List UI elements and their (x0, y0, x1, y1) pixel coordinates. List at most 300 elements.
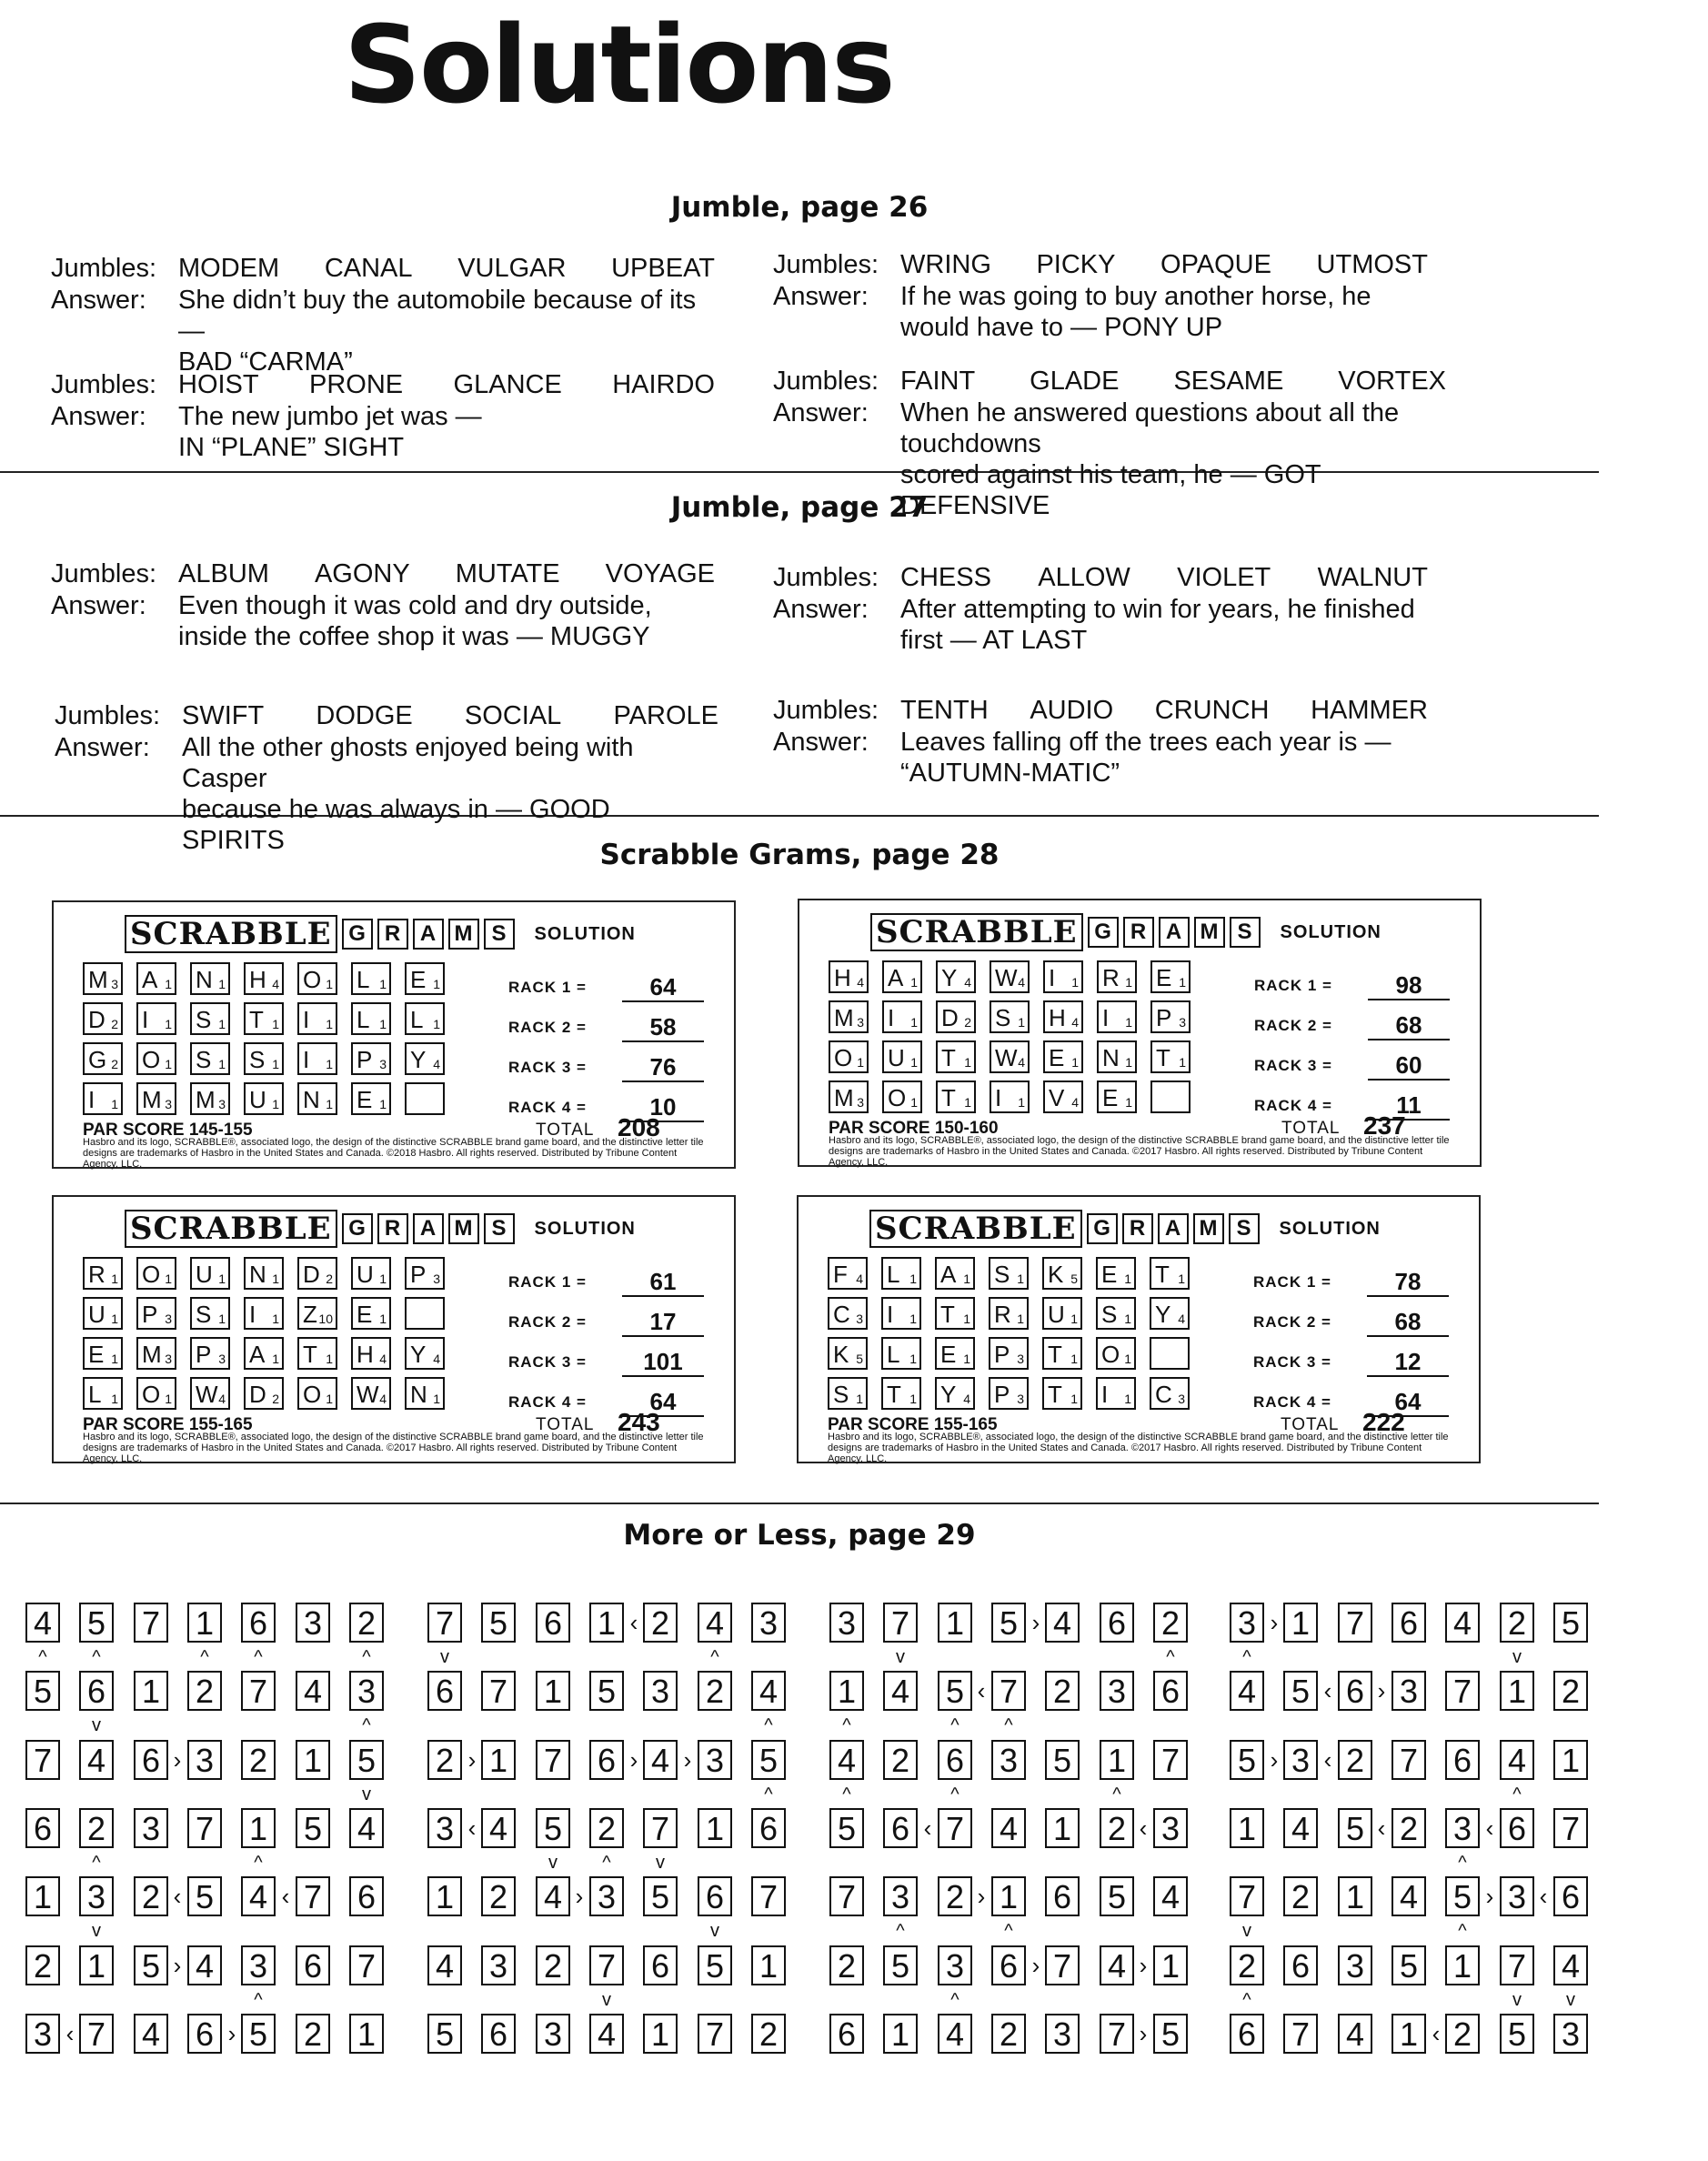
copyright-text: Hasbro and its logo, SCRABBLE®, associated logo, the design of the distinctive SCRABBLE brand game board, and the distinctive letter tile designs are trademarks of Hasbro in the United States and Canada. ©2017 Hasbro. All rights reserved. Distributed by Tribune Content Agency, LLC. (83, 1432, 704, 1464)
rack-score: 64 (622, 973, 704, 1002)
tile-letter: I (1101, 1381, 1109, 1408)
letter-tile (989, 1337, 1029, 1370)
grid-cell: 2 (1153, 1603, 1188, 1643)
jumble-answer (900, 727, 1428, 789)
jumble-word: GLADE (1030, 367, 1120, 396)
grid-cell: 5 (751, 1740, 786, 1780)
tile-letter: T (303, 1341, 317, 1368)
less-than-sign: ‹ (923, 1814, 932, 1842)
letter-tile (1150, 1377, 1190, 1410)
grid-cell: 7 (25, 1740, 60, 1780)
jumble-words-row (51, 253, 715, 284)
grid-cell: 6 (1100, 1603, 1134, 1643)
grid-cell: 7 (427, 1603, 462, 1643)
less-than-sign: ‹ (1139, 1814, 1148, 1842)
tile-letter: U (888, 1044, 905, 1071)
tile-value: 10 (318, 1312, 333, 1326)
letter-tile (297, 1377, 337, 1410)
letter-tile (351, 1082, 391, 1115)
tile-letter: A (940, 1261, 957, 1288)
grid-cell: 6 (991, 1945, 1026, 1985)
grid-cell: 1 (187, 1603, 222, 1643)
total-score: 237 (1363, 1111, 1406, 1140)
tile-value: 1 (272, 1352, 279, 1366)
tile-letter: N (1102, 1044, 1120, 1071)
gram-tile: S (484, 919, 515, 950)
tile-letter: Y (940, 1381, 957, 1408)
jumble-word: HAIRDO (612, 370, 715, 399)
tile-letter: L (357, 1006, 370, 1033)
tile-letter: M (834, 1004, 854, 1031)
letter-tile (405, 962, 445, 995)
letter-tile (136, 1042, 176, 1075)
grid-cell: 2 (187, 1671, 222, 1711)
grid-cell: 7 (829, 1876, 864, 1916)
jumble-word: VORTEX (1338, 367, 1446, 396)
grid-cell: 2 (134, 1876, 168, 1916)
grid-cell: 4 (25, 1603, 60, 1643)
tile-row (83, 962, 458, 1002)
grid-cell: 5 (241, 2014, 276, 2054)
grid-cell: 5 (1230, 1740, 1264, 1780)
rack-score: 12 (1367, 1348, 1449, 1377)
rack-score: 11 (1368, 1091, 1450, 1121)
jumble-answer-row (773, 727, 1428, 789)
caret-down-sign: v (710, 1921, 719, 1941)
rack-label: RACK 3 = (1253, 1353, 1331, 1371)
tile-letter: H (357, 1341, 374, 1368)
total-label: TOTAL (1281, 1415, 1340, 1434)
grid-cell: 6 (883, 1808, 918, 1848)
grid-cell: 5 (1338, 1808, 1372, 1848)
greater-than-sign: › (1139, 1952, 1148, 1979)
jumble-solution (773, 249, 1428, 343)
letter-tile (190, 1257, 230, 1290)
answer-label: Answer: (51, 591, 146, 620)
tile-row (829, 1080, 1204, 1121)
tile-letter: I (142, 1006, 149, 1033)
jumble-answer (178, 590, 715, 652)
grid-cell: 7 (1283, 2014, 1318, 2054)
greater-than-sign: › (173, 1952, 182, 1979)
tile-value: 1 (165, 1057, 172, 1071)
grid-cell: 7 (349, 1945, 384, 1985)
answer-line: The new jumbo jet was — (178, 402, 482, 431)
tile-letter: U (88, 1301, 105, 1328)
gram-tile: G (342, 1213, 373, 1244)
rack-row (508, 1257, 704, 1297)
letter-tile (1042, 1337, 1082, 1370)
rack-row (508, 1002, 704, 1042)
tile-value: 3 (379, 1057, 387, 1071)
grid-cell: 6 (427, 1671, 462, 1711)
tile-value: 1 (326, 977, 333, 991)
less-than-sign: ‹ (65, 2020, 75, 2047)
letter-tile (828, 1297, 868, 1330)
grid-cell: 6 (25, 1808, 60, 1848)
tile-letter: E (1102, 1084, 1119, 1111)
tile-value: 1 (1070, 1312, 1078, 1326)
letter-tile (297, 1337, 337, 1370)
caret-up-sign: ^ (254, 1990, 263, 2010)
letter-tile (1150, 1080, 1191, 1113)
rack-score: 68 (1367, 1308, 1449, 1337)
par-score: PAR SCORE 155-165 (828, 1415, 998, 1434)
tile-value: 1 (963, 1312, 970, 1326)
tile-letter: H (834, 964, 851, 991)
solution-label: SOLUTION (534, 1218, 636, 1239)
jumble-answer-row (51, 590, 715, 652)
tile-letter: T (1156, 1044, 1170, 1071)
letter-tile (297, 1002, 337, 1035)
tile-value: 1 (165, 1017, 172, 1031)
grid-cell: 5 (296, 1808, 330, 1848)
grid-cell: 7 (296, 1876, 330, 1916)
caret-up-sign: ^ (950, 1990, 959, 2010)
tile-letter: I (1049, 964, 1056, 991)
grid-cell: 3 (1283, 1740, 1318, 1780)
letter-tile (405, 1257, 445, 1290)
answer-line: All the other ghosts enjoyed being with Casper (182, 733, 634, 793)
jumble-answer (900, 281, 1428, 343)
letter-tile (936, 1040, 976, 1073)
gram-tile: G (1087, 1213, 1118, 1244)
tile-row (83, 1002, 458, 1042)
grid-cell: 1 (991, 1876, 1026, 1916)
tile-row (83, 1297, 458, 1337)
scrabble-logo: SCRABBLE (125, 915, 337, 953)
tile-letter: T (249, 1006, 264, 1033)
grid-cell: 6 (1553, 1876, 1588, 1916)
letter-tile (936, 1080, 976, 1113)
tile-value: 1 (218, 977, 226, 991)
rack-score: 10 (622, 1093, 704, 1122)
tile-value: 1 (910, 1095, 918, 1110)
letter-tile (1042, 1297, 1082, 1330)
letter-tile (244, 1257, 284, 1290)
answer-label: Answer: (773, 728, 869, 757)
tile-letter: S (196, 1006, 212, 1033)
grid-cell: 1 (427, 1876, 462, 1916)
greater-than-sign: › (683, 1746, 692, 1774)
grid-cell: 4 (991, 1808, 1026, 1848)
caret-up-sign: ^ (1458, 1921, 1467, 1941)
rack-score: 64 (622, 1388, 704, 1417)
grid-cell: 2 (25, 1945, 60, 1985)
tile-letter: T (941, 1044, 956, 1071)
tile-value: 4 (856, 1271, 863, 1286)
grid-cell: 7 (1100, 2014, 1134, 2054)
grid-cell: 3 (589, 1876, 624, 1916)
rack-label: RACK 4 = (508, 1099, 587, 1116)
grid-cell: 7 (1230, 1876, 1264, 1916)
grid-cell: 6 (536, 1603, 570, 1643)
tile-value: 1 (272, 1271, 279, 1286)
grid-cell: 4 (1338, 2014, 1372, 2054)
tile-grid (83, 1257, 458, 1417)
grid-cell: 3 (349, 1671, 384, 1711)
letter-tile (829, 1000, 869, 1033)
tile-letter: L (88, 1381, 102, 1408)
letter-tile (190, 1337, 230, 1370)
grid-cell: 4 (427, 1945, 462, 1985)
rack-label: RACK 2 = (508, 1019, 587, 1036)
grid-cell: 2 (643, 1603, 678, 1643)
letter-tile (297, 1297, 337, 1330)
tile-grid (829, 960, 1204, 1121)
tile-letter: N (410, 1381, 427, 1408)
grid-cell: 4 (134, 2014, 168, 2054)
letter-tile (1097, 1040, 1137, 1073)
jumbles-label: Jumbles: (773, 367, 879, 396)
grid-cell: 3 (296, 1603, 330, 1643)
tile-value: 1 (1124, 1271, 1131, 1286)
solution-label: SOLUTION (534, 923, 636, 944)
grid-cell: 6 (643, 1945, 678, 1985)
par-score: PAR SCORE 155-165 (83, 1415, 253, 1434)
letter-tile (136, 1082, 176, 1115)
jumble-words (900, 695, 1428, 726)
less-than-sign: ‹ (629, 1609, 638, 1636)
letter-tile (1150, 1337, 1190, 1370)
tile-value: 1 (1125, 1015, 1132, 1030)
tile-row (83, 1042, 458, 1082)
grid-cell: 5 (1445, 1876, 1480, 1916)
gram-tile: R (377, 919, 408, 950)
rack-label: RACK 1 = (508, 979, 587, 996)
jumble-words-row (773, 562, 1428, 593)
letter-tile (1096, 1297, 1136, 1330)
jumble-word: ALLOW (1038, 563, 1130, 592)
less-than-sign: ‹ (1485, 1814, 1494, 1842)
tile-value: 4 (857, 975, 864, 990)
tile-letter: P (994, 1381, 1010, 1408)
rack-row (508, 1377, 704, 1417)
grid-cell: 1 (829, 1671, 864, 1711)
jumble-solution (773, 562, 1428, 656)
letter-tile (405, 1042, 445, 1075)
jumble-answer-row (773, 594, 1428, 656)
answer-line: first — AT LAST (900, 626, 1088, 655)
grid-cell: 5 (1553, 1603, 1588, 1643)
tile-letter: Y (1155, 1301, 1171, 1328)
tile-letter: Y (410, 1341, 427, 1368)
grid-cell: 5 (79, 1603, 114, 1643)
less-than-sign: ‹ (1377, 1814, 1386, 1842)
grid-cell: 3 (1230, 1603, 1264, 1643)
tile-value: 1 (1071, 975, 1079, 990)
tile-letter: S (196, 1046, 212, 1073)
jumble-words-row (51, 558, 715, 589)
tile-value: 3 (1179, 1015, 1186, 1030)
jumble-answer-row (773, 281, 1428, 343)
tile-row (828, 1257, 1203, 1297)
tile-value: 3 (857, 1015, 864, 1030)
grid-cell: 1 (1045, 1808, 1080, 1848)
tile-value: 1 (1018, 1015, 1025, 1030)
less-than-sign: ‹ (1323, 1746, 1332, 1774)
grid-cell: 2 (1283, 1876, 1318, 1916)
tile-value: 1 (963, 1352, 970, 1366)
grid-cell: 6 (241, 1603, 276, 1643)
tile-value: 3 (1017, 1392, 1024, 1406)
letter-tile (83, 1082, 123, 1115)
scrabble-grams-solution (52, 1195, 736, 1463)
grid-cell: 2 (241, 1740, 276, 1780)
caret-up-sign: ^ (1004, 1715, 1013, 1735)
tile-value: 4 (1018, 1055, 1025, 1070)
tile-value: 3 (856, 1312, 863, 1326)
gram-tile: S (1230, 917, 1261, 948)
grid-cell: 7 (938, 1808, 972, 1848)
caret-up-sign: ^ (362, 1715, 371, 1735)
grid-cell: 6 (1153, 1671, 1188, 1711)
letter-tile (351, 1257, 391, 1290)
tile-value: 3 (1017, 1352, 1024, 1366)
jumble-word: PICKY (1036, 250, 1116, 279)
jumble-answer (900, 594, 1428, 656)
tile-letter: W (196, 1381, 218, 1408)
jumble-solution (773, 366, 1446, 521)
letter-tile (1150, 1297, 1190, 1330)
grid-cell: 2 (1338, 1740, 1372, 1780)
grid-cell: 2 (938, 1876, 972, 1916)
tile-letter: V (1049, 1084, 1065, 1111)
letter-tile (190, 1377, 230, 1410)
letter-tile (1097, 1000, 1137, 1033)
letter-tile (1042, 1377, 1082, 1410)
grid-cell: 4 (241, 1876, 276, 1916)
answer-line: IN “PLANE” SIGHT (178, 433, 405, 462)
tile-value: 2 (326, 1271, 333, 1286)
tile-value: 4 (433, 1352, 440, 1366)
jumble-word: CRUNCH (1154, 696, 1270, 725)
letter-tile (405, 1002, 445, 1035)
answer-line: inside the coffee shop it was — MUGGY (178, 622, 650, 651)
tile-value: 1 (963, 1271, 970, 1286)
letter-tile (1096, 1337, 1136, 1370)
gram-tile: A (413, 919, 444, 950)
scrabble-grams-solution (52, 900, 736, 1169)
tile-value: 1 (326, 1097, 333, 1111)
caret-down-sign: v (440, 1647, 449, 1667)
jumble-words (182, 700, 718, 731)
tile-letter: F (833, 1261, 848, 1288)
less-than-sign: ‹ (1539, 1883, 1548, 1910)
grid-cell: 2 (698, 1671, 732, 1711)
grid-cell: 1 (241, 1808, 276, 1848)
answer-label: Answer: (773, 398, 869, 427)
grid-cell: 7 (241, 1671, 276, 1711)
less-than-sign: ‹ (281, 1883, 290, 1910)
jumbles-label: Jumbles: (773, 250, 879, 279)
grid-cell: 6 (1283, 1945, 1318, 1985)
grid-cell: 1 (1230, 1808, 1264, 1848)
tile-value: 3 (165, 1097, 172, 1111)
rack-row (1254, 1040, 1450, 1080)
tile-value: 1 (111, 1312, 118, 1326)
grid-cell: 4 (938, 2014, 972, 2054)
tile-letter: K (1048, 1261, 1064, 1288)
tile-value: 3 (111, 977, 118, 991)
tile-value: 4 (964, 975, 971, 990)
tile-value: 4 (1178, 1312, 1185, 1326)
tile-row (829, 960, 1204, 1000)
rack-label: RACK 2 = (1253, 1313, 1331, 1331)
letter-tile (297, 962, 337, 995)
grid-cell: 4 (1153, 1876, 1188, 1916)
rack-row (1254, 960, 1450, 1000)
tile-value: 1 (379, 1017, 387, 1031)
greater-than-sign: › (227, 2020, 236, 2047)
grid-cell: 1 (1100, 1740, 1134, 1780)
solution-label: SOLUTION (1280, 921, 1381, 942)
grid-cell: 1 (25, 1876, 60, 1916)
jumble-word: DODGE (316, 701, 413, 730)
grid-cell: 4 (1553, 1945, 1588, 1985)
grid-cell: 4 (751, 1671, 786, 1711)
grid-cell: 5 (589, 1671, 624, 1711)
letter-tile (829, 1080, 869, 1113)
tile-letter: U (249, 1086, 266, 1113)
rack-label: RACK 4 = (1254, 1097, 1332, 1114)
letter-tile (244, 1337, 284, 1370)
grid-cell: 5 (1500, 2014, 1534, 2054)
jumble-answer (178, 285, 715, 377)
tile-value: 1 (856, 1392, 863, 1406)
letter-tile (990, 1000, 1030, 1033)
tile-letter: N (303, 1086, 320, 1113)
grid-cell: 4 (481, 1808, 516, 1848)
tile-value: 1 (165, 977, 172, 991)
tile-letter: T (941, 1084, 956, 1111)
rack-scores (508, 1257, 704, 1417)
letter-tile (136, 1002, 176, 1035)
tile-letter: A (249, 1341, 266, 1368)
grid-cell: 3 (698, 1740, 732, 1780)
answer-line: If he was going to buy another horse, he (900, 282, 1371, 311)
grid-cell: 1 (883, 2014, 918, 2054)
grid-cell: 6 (1445, 1740, 1480, 1780)
jumble-word: MUTATE (455, 559, 560, 588)
answer-line: After attempting to win for years, he finished (900, 595, 1415, 624)
answer-line: Leaves falling off the trees each year is — (900, 728, 1392, 757)
gram-tile: G (1088, 917, 1119, 948)
rack-scores (1253, 1257, 1449, 1417)
tile-value: 1 (1125, 1055, 1132, 1070)
gram-tile: S (1229, 1213, 1260, 1244)
tile-letter: S (833, 1381, 849, 1408)
rack-row (1254, 1000, 1450, 1040)
letter-tile (882, 1080, 922, 1113)
grid-cell: 7 (536, 1740, 570, 1780)
tile-letter: D (303, 1261, 320, 1288)
rack-label: RACK 4 = (508, 1393, 587, 1411)
letter-tile (351, 1377, 391, 1410)
letter-tile (1043, 1000, 1083, 1033)
letter-tile (244, 1042, 284, 1075)
tile-letter: P (196, 1341, 212, 1368)
letter-tile (83, 1377, 123, 1410)
letter-tile (990, 1040, 1030, 1073)
gram-tile: A (1158, 1213, 1189, 1244)
tile-value: 1 (379, 1312, 387, 1326)
letter-tile (244, 962, 284, 995)
tile-value: 1 (1124, 1312, 1131, 1326)
scrabble-grams-solution (797, 1195, 1481, 1463)
tile-letter: T (940, 1301, 955, 1328)
tile-letter: U (1048, 1301, 1065, 1328)
